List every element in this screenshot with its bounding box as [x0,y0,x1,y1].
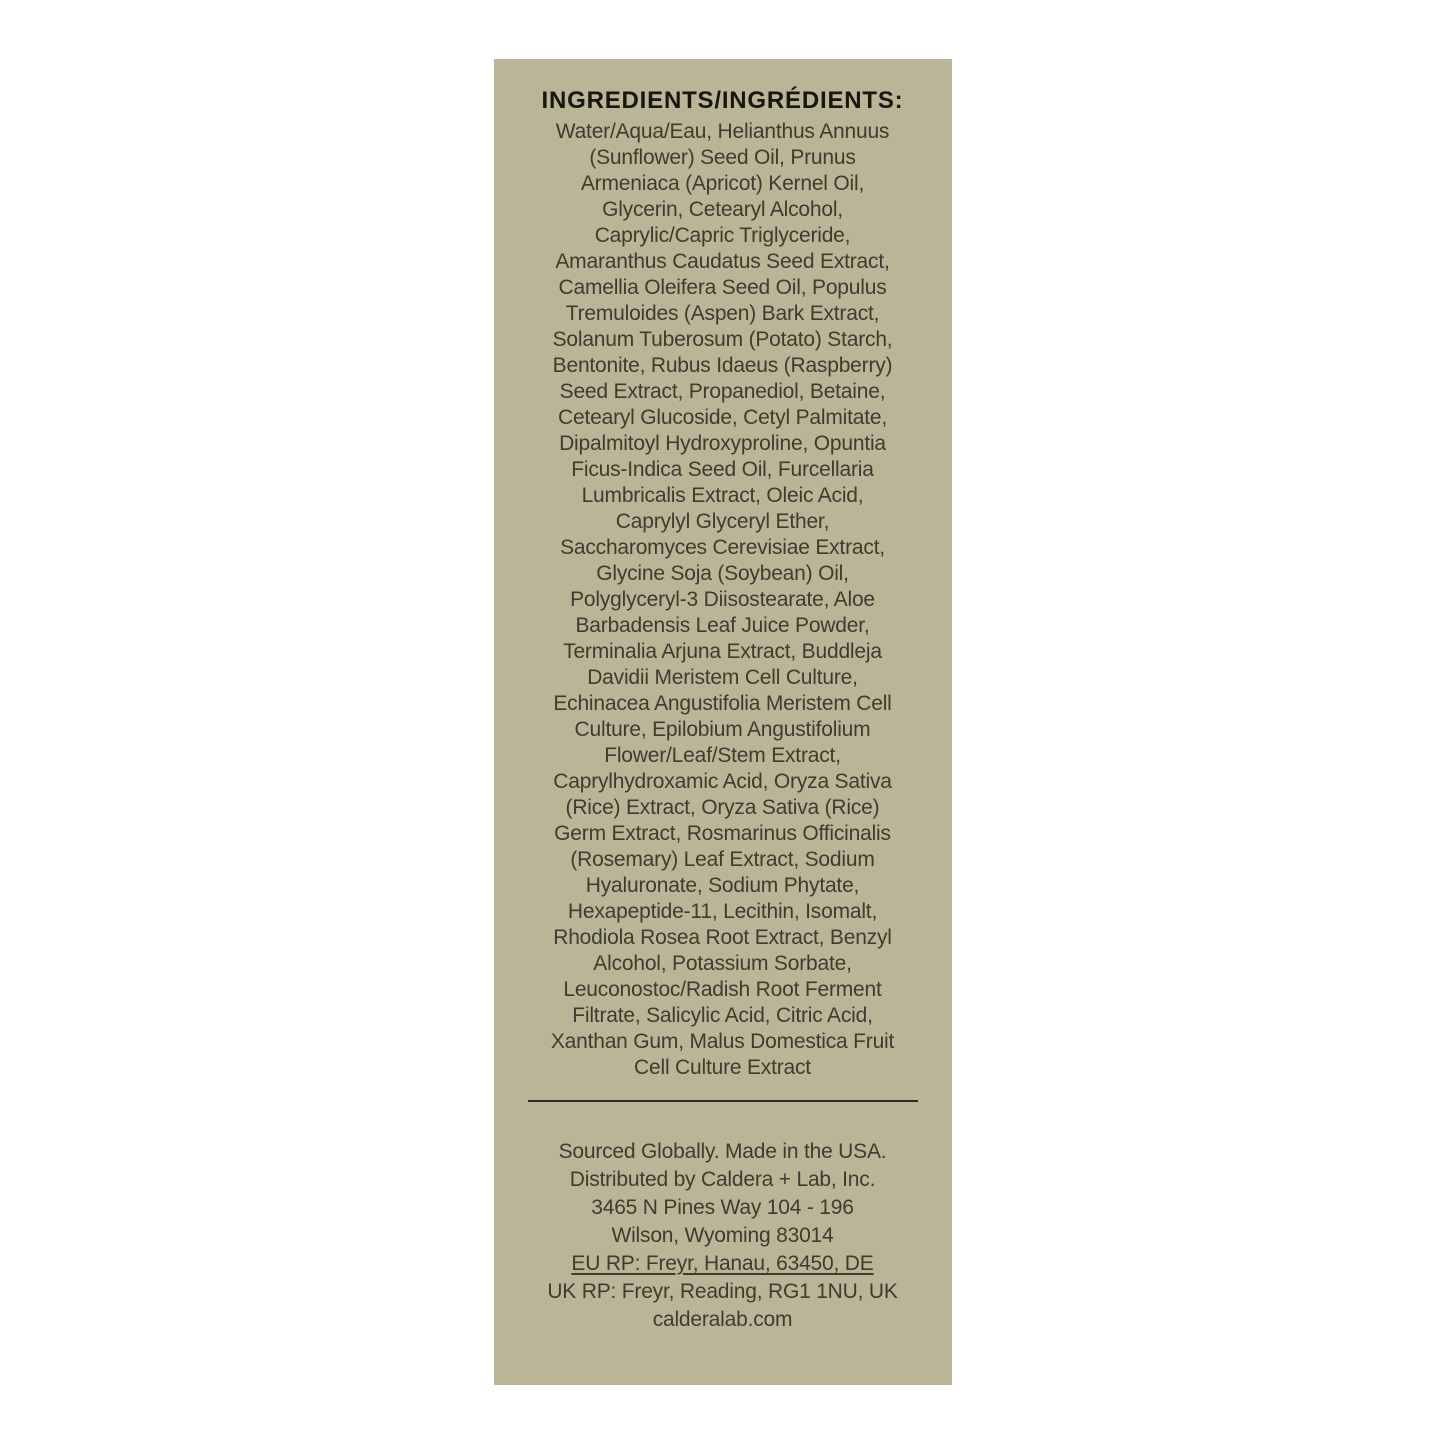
ingredient-line: Cetearyl Glucoside, Cetyl Palmitate, [558,406,887,429]
footer-line: Distributed by Caldera + Lab, Inc. [569,1168,876,1191]
ingredient-line: Dipalmitoyl Hydroxyproline, Opuntia [559,432,886,455]
ingredient-line: Hyaluronate, Sodium Phytate, [585,874,860,897]
divider-rule [528,1100,918,1102]
ingredient-line: Barbadensis Leaf Juice Powder, [575,614,870,637]
ingredient-line: Tremuloides (Aspen) Bark Extract, [565,302,880,325]
ingredient-line: Glycine Soja (Soybean) Oil, [596,562,849,585]
ingredient-line: Solanum Tuberosum (Potato) Starch, [552,328,893,351]
ingredient-line: Camellia Oleifera Seed Oil, Populus [558,276,887,299]
footer-line: 3465 N Pines Way 104 - 196 [591,1196,854,1219]
ingredient-line: Culture, Epilobium Angustifolium [574,718,871,741]
ingredient-line: Davidii Meristem Cell Culture, [587,666,858,689]
ingredient-line: Polyglyceryl-3 Diisostearate, Aloe [570,588,875,611]
ingredient-line: Amaranthus Caudatus Seed Extract, [555,250,890,273]
ingredients-label-panel [494,59,952,1385]
ingredient-line: (Rosemary) Leaf Extract, Sodium [570,848,875,871]
ingredient-line: Lumbricalis Extract, Oleic Acid, [581,484,864,507]
ingredient-line: Caprylhydroxamic Acid, Oryza Sativa [553,770,892,793]
ingredients-list [504,119,942,1081]
ingredient-line: Glycerin, Cetearyl Alcohol, [602,198,843,221]
ingredient-line: Germ Extract, Rosmarinus Officinalis [554,822,891,845]
ingredient-line: Hexapeptide-11, Lecithin, Isomalt, [567,900,878,923]
ingredient-line: Alcohol, Potassium Sorbate, [593,952,852,975]
footer-line: Sourced Globally. Made in the USA. [558,1140,887,1163]
ingredient-line: Filtrate, Salicylic Acid, Citric Acid, [572,1004,873,1027]
ingredient-line: Terminalia Arjuna Extract, Buddleja [563,640,882,663]
ingredient-line: Echinacea Angustifolia Meristem Cell [553,692,892,715]
ingredient-line: Bentonite, Rubus Idaeus (Raspberry) [552,354,893,377]
ingredient-line: (Sunflower) Seed Oil, Prunus [589,146,856,169]
ingredient-line: Caprylyl Glyceryl Ether, [615,510,830,533]
footer-line: Wilson, Wyoming 83014 [611,1224,834,1247]
ingredient-line: Xanthan Gum, Malus Domestica Fruit [550,1030,895,1053]
ingredients-heading: INGREDIENTS/INGRÉDIENTS: [541,87,904,114]
ingredient-line: Flower/Leaf/Stem Extract, [604,744,841,767]
footer-line: UK RP: Freyr, Reading, RG1 1NU, UK [547,1280,898,1303]
distributor-info [504,1138,942,1334]
ingredient-line: Ficus-Indica Seed Oil, Furcellaria [571,458,874,481]
ingredient-line: Rhodiola Rosea Root Extract, Benzyl [553,926,892,949]
ingredient-line: (Rice) Extract, Oryza Sativa (Rice) [565,796,880,819]
ingredient-line: Caprylic/Capric Triglyceride, [594,224,851,247]
ingredient-line: Water/Aqua/Eau, Helianthus Annuus [555,120,890,143]
ingredient-line: Cell Culture Extract [634,1056,811,1079]
ingredient-line: Saccharomyces Cerevisiae Extract, [560,536,885,559]
ingredient-line: Armeniaca (Apricot) Kernel Oil, [580,172,865,195]
footer-line: EU RP: Freyr, Hanau, 63450, DE [571,1252,874,1275]
footer-line: calderalab.com [652,1308,793,1331]
ingredient-line: Leuconostoc/Radish Root Ferment [563,978,882,1001]
ingredient-line: Seed Extract, Propanediol, Betaine, [559,380,886,403]
